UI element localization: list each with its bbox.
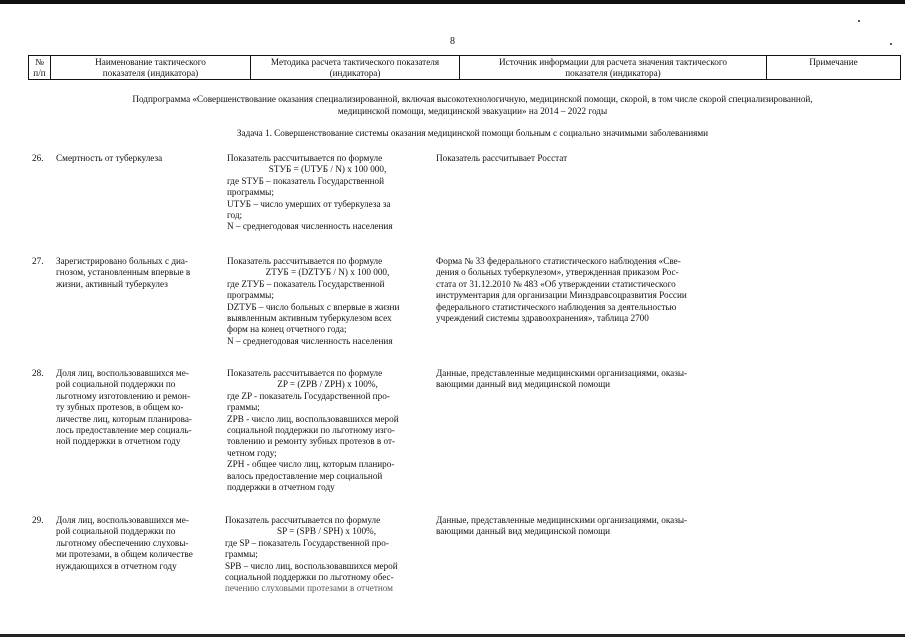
scan-speck xyxy=(890,43,892,45)
method-line: где SP – показатель Государственной про- xyxy=(225,537,389,548)
method-line: граммы; xyxy=(227,402,260,413)
method-line: SPВ – число лиц, воспользовавшихся мерой xyxy=(225,560,398,571)
header-num-line: п/п xyxy=(33,68,46,78)
method-line: товлению и ремонту зубных протезов в от- xyxy=(227,436,396,447)
source-line: вающими данный вид медицинской помощи xyxy=(436,526,611,537)
source-line: вающими данный вид медицинской помощи xyxy=(436,379,611,390)
name-line: нуждающихся в отчетном году xyxy=(56,560,177,571)
method-line: где SТУБ – показатель Государственной xyxy=(227,175,385,186)
name-line: ной поддержки в отчетном году xyxy=(56,436,181,447)
method-text xyxy=(225,515,428,595)
source-text xyxy=(436,515,736,538)
row-number: 28. xyxy=(32,368,44,378)
header-source-line: Источник информации для расчета значения тактического xyxy=(499,57,727,67)
indicator-name xyxy=(56,153,221,164)
formula-line: ZP = (ZPВ / ZPН) x 100%, xyxy=(277,379,378,390)
method-text xyxy=(227,153,428,233)
header-num-line: № xyxy=(35,57,44,67)
row-number: 27. xyxy=(32,256,44,266)
header-name-line: Наименование тактического xyxy=(95,57,206,67)
method-line: граммы; xyxy=(225,549,258,560)
header-method-line: Методика расчета тактического показателя xyxy=(270,57,440,67)
header-note-line: Примечание xyxy=(809,57,858,67)
source-line: Данные, представленные медицинскими организациями, оказы- xyxy=(436,515,688,525)
method-line: Показатель рассчитывается по формуле xyxy=(225,515,381,525)
source-line: инструментария для организации Минздравсоцразвития России xyxy=(436,290,687,301)
name-line: Доля лиц, воспользовавшихся ме- xyxy=(56,515,189,525)
method-line: Показатель рассчитывается по формуле xyxy=(227,368,383,378)
formula-line: SТУБ = (UТУБ / N) x 100 000, xyxy=(268,164,387,175)
method-line: ZPН - общее число лиц, которым планиро- xyxy=(227,459,395,470)
method-line: N – среднегодовая численность населения xyxy=(227,221,393,232)
task-title: Задача 1. Совершенствование системы оказания медицинской помощи больным с социально значимыми заболеваниями xyxy=(236,128,709,138)
source-line: стата от 31.12.2010 № 483 «Об утверждении статистического xyxy=(436,278,676,289)
name-line: лось предоставление мер социаль- xyxy=(56,425,192,436)
name-line: Зарегистрировано больных с диа- xyxy=(56,256,189,266)
subprogram-line: Подпрограмма «Совершенствование оказания специализированной, включая высокотехнологичную, медицинской помощи, скорой, в том числе скорой специализированной, xyxy=(132,94,813,104)
subprogram-title xyxy=(50,93,895,117)
source-text xyxy=(436,153,736,164)
method-line: печению слуховыми протезами в отчетном xyxy=(225,583,393,594)
name-line: Доля лиц, воспользовавшихся ме- xyxy=(56,368,189,378)
name-line: гнозом, установленным впервые в xyxy=(56,267,191,278)
header-source-line: показателя (индикатора) xyxy=(565,68,661,78)
source-line: федерального статистического наблюдения за деятельностью xyxy=(436,301,677,312)
name-line: Смертность от туберкулеза xyxy=(56,153,163,163)
method-line: программы; xyxy=(227,187,274,198)
row-number: 26. xyxy=(32,153,44,163)
source-line: Данные, представленные медицинскими организациями, оказы- xyxy=(436,368,688,378)
header-num xyxy=(28,56,50,79)
source-line: Показатель рассчитывает Росстат xyxy=(436,153,568,163)
method-text xyxy=(227,368,428,493)
source-text xyxy=(436,368,736,391)
row-number: 29. xyxy=(32,515,44,525)
source-line: учреждений системы здравоохранения», таблица 2700 xyxy=(436,313,649,324)
subprogram-line: медицинской помощи, медицинской эвакуации» на 2014 – 2022 годы xyxy=(337,106,608,116)
method-text xyxy=(227,256,428,347)
header-name xyxy=(50,56,250,79)
name-line: льготному изготовлению и ремон- xyxy=(56,390,191,401)
page-number: 8 xyxy=(450,36,455,47)
method-line: валось предоставление мер социальной xyxy=(227,470,383,481)
name-line: жизни, активный туберкулез xyxy=(56,278,168,289)
name-line: рой социальной поддержки по xyxy=(56,526,176,537)
method-line: DZТУБ – число больных с впервые в жизни xyxy=(227,301,400,312)
method-line: Показатель рассчитывается по формуле xyxy=(227,153,383,163)
method-line: год; xyxy=(227,210,243,221)
indicator-name xyxy=(56,256,221,290)
method-line: ZPВ - число лиц, воспользовавшихся мерой xyxy=(227,413,399,424)
header-source xyxy=(459,56,766,79)
header-name-line: показателя (индикатора) xyxy=(102,68,199,78)
method-line: UТУБ – число умерших от туберкулеза за xyxy=(227,198,391,209)
header-note xyxy=(766,56,901,79)
method-line: где ZP - показатель Государственной про- xyxy=(227,390,390,401)
source-line: дения о больных туберкулезом», утвержденная приказом Рос- xyxy=(436,267,679,278)
method-line: N – среднегодовая численность населения xyxy=(227,335,393,346)
name-line: рой социальной поддержки по xyxy=(56,379,176,390)
method-line: форм на конец отчетного года; xyxy=(227,324,347,335)
formula-line: ZТУБ = (DZТУБ / N) x 100 000, xyxy=(265,267,390,278)
bottom-border xyxy=(0,634,905,637)
method-line: где ZТУБ – показатель Государственной xyxy=(227,278,385,289)
table-header xyxy=(28,55,901,80)
method-line: выявленным активным туберкулезом всех xyxy=(227,313,392,324)
name-line: ту зубных протезов, в общем ко- xyxy=(56,402,184,413)
scan-speck xyxy=(858,20,860,22)
method-line: четном году; xyxy=(227,447,277,458)
indicator-name xyxy=(56,368,221,448)
name-line: ми протезами, в общем количестве xyxy=(56,549,193,560)
method-line: социальной поддержки по льготному обес- xyxy=(225,572,394,583)
header-method xyxy=(250,56,459,79)
source-text xyxy=(436,256,736,324)
top-border xyxy=(0,0,905,4)
method-line: Показатель рассчитывается по формуле xyxy=(227,256,383,266)
name-line: льготному обеспечению слуховы- xyxy=(56,537,189,548)
method-line: поддержки в отчетном году xyxy=(227,482,335,493)
source-line: Форма № 33 федерального статистического наблюдения «Све- xyxy=(436,256,681,266)
indicator-name xyxy=(56,515,221,572)
method-line: программы; xyxy=(227,290,274,301)
method-line: социальной поддержки по льготному изго- xyxy=(227,425,395,436)
formula-line: SP = (SPВ / SPН) x 100%, xyxy=(276,526,377,537)
name-line: личестве лиц, которым планирова- xyxy=(56,413,192,424)
header-method-line: (индикатора) xyxy=(329,68,381,78)
